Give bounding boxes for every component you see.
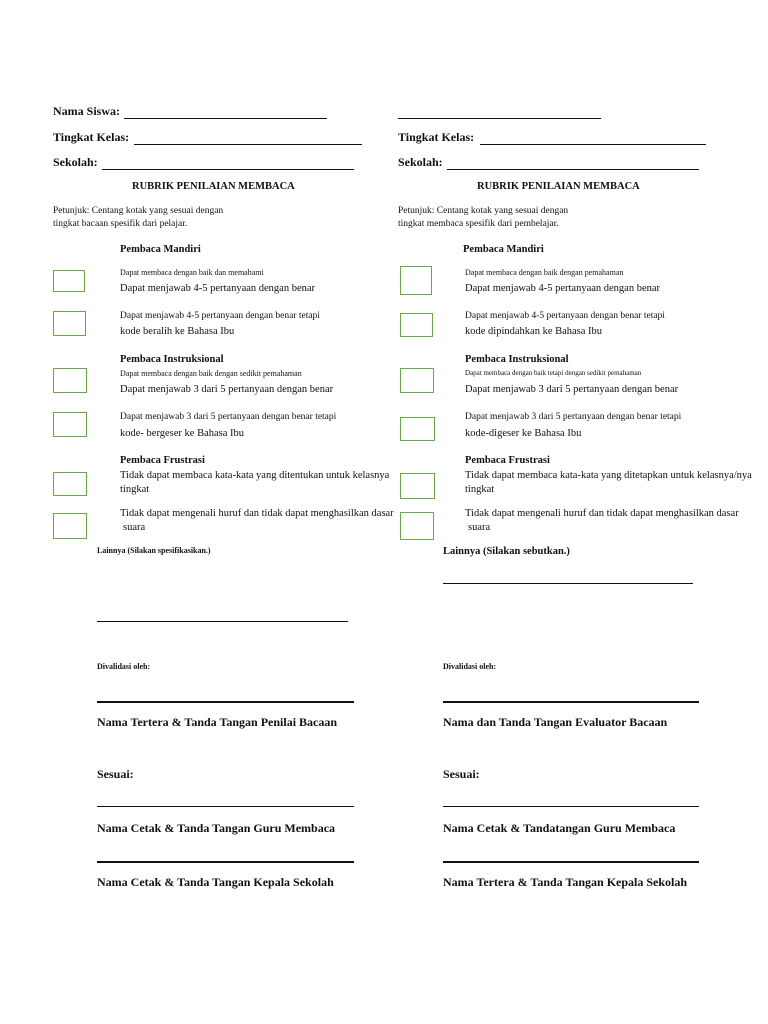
criterion-text: kode beralih ke Bahasa Ibu [120, 326, 235, 337]
signature-caption: Nama dan Tanda Tangan Evaluator Bacaan [443, 715, 668, 729]
checkbox[interactable] [53, 311, 86, 336]
student-name-field[interactable] [124, 118, 327, 119]
criterion-text: kode- bergeser ke Bahasa Ibu [120, 428, 245, 439]
checkbox[interactable] [53, 368, 87, 393]
checkbox[interactable] [400, 266, 432, 295]
student-name-label: Nama Siswa: [53, 104, 121, 118]
signature-line[interactable] [97, 701, 354, 703]
others-label: Lainnya (Silakan sebutkan.) [443, 546, 570, 557]
criterion-text: Dapat menjawab 3 dari 5 pertanyaan dengan benar tetapi [120, 412, 337, 422]
criterion-text: Dapat menjawab 3 dari 5 pertanyaan dengan benar [465, 384, 679, 395]
criterion-text: tingkat [120, 484, 150, 495]
others-field[interactable] [443, 583, 693, 584]
signature-line[interactable] [97, 861, 354, 863]
checkbox[interactable] [400, 473, 435, 499]
validated-label: Divalidasi oleh: [443, 662, 497, 671]
criterion-text: Dapat menjawab 4-5 pertanyaan dengan benar [465, 283, 661, 294]
criterion-text: Dapat membaca dengan baik dengan sedikit pemahaman [120, 369, 302, 378]
noted-label: Sesuai: [97, 767, 134, 781]
level-heading-instructional: Pembaca Instruksional [120, 354, 224, 365]
criterion-text: kode-digeser ke Bahasa Ibu [465, 428, 582, 439]
grade-label: Tingkat Kelas: [398, 130, 475, 144]
instruction-line: Petunjuk: Centang kotak yang sesuai dengan [53, 206, 224, 216]
signature-caption: Nama Tertera & Tanda Tangan Penilai Bacaan [97, 715, 338, 729]
criterion-text: Dapat menjawab 4-5 pertanyaan dengan benar tetapi [465, 311, 665, 321]
criterion-text: Dapat menjawab 3 dari 5 pertanyaan dengan benar tetapi [465, 412, 682, 422]
student-name-field[interactable] [398, 118, 601, 119]
instruction-line: tingkat membaca spesifik dari pembelajar. [398, 219, 559, 229]
school-field[interactable] [102, 169, 354, 170]
criterion-text: Dapat menjawab 4-5 pertanyaan dengan benar tetapi [120, 311, 320, 321]
school-label: Sekolah: [398, 155, 443, 169]
level-heading-frustration: Pembaca Frustrasi [120, 455, 205, 466]
criterion-text: Tidak dapat membaca kata-kata yang ditetapkan untuk kelasnya/nya [465, 470, 752, 481]
criterion-text: Dapat menjawab 4-5 pertanyaan dengan benar [120, 283, 316, 294]
signature-line[interactable] [97, 806, 354, 807]
rubric-title: RUBRIK PENILAIAN MEMBACA [132, 181, 295, 192]
checkbox[interactable] [53, 412, 87, 437]
criterion-text: Tidak dapat membaca kata-kata yang ditentukan untuk kelasnya [120, 470, 390, 481]
checkbox[interactable] [53, 513, 87, 539]
others-field[interactable] [97, 621, 348, 622]
signature-line[interactable] [443, 806, 699, 807]
grade-field[interactable] [134, 144, 362, 145]
signature-caption: Nama Cetak & Tanda Tangan Kepala Sekolah [97, 875, 334, 889]
signature-line[interactable] [443, 861, 699, 863]
checkbox[interactable] [400, 313, 433, 337]
others-label: Lainnya (Silakan spesifikasikan.) [97, 546, 211, 555]
level-heading-instructional: Pembaca Instruksional [465, 354, 569, 365]
school-label: Sekolah: [53, 155, 98, 169]
instruction-line: Petunjuk: Centang kotak yang sesuai dengan [398, 206, 569, 216]
criterion-text: tingkat [465, 484, 495, 495]
level-heading-independent: Pembaca Mandiri [463, 244, 544, 255]
signature-line[interactable] [443, 701, 699, 703]
grade-label: Tingkat Kelas: [53, 130, 130, 144]
criterion-text: suara [468, 522, 491, 533]
checkbox[interactable] [53, 270, 85, 292]
signature-caption: Nama Cetak & Tanda Tangan Guru Membaca [97, 821, 336, 835]
checkbox[interactable] [400, 368, 434, 393]
criterion-text: Tidak dapat mengenali huruf dan tidak dapat menghasilkan dasar [120, 508, 394, 519]
signature-caption: Nama Tertera & Tanda Tangan Kepala Sekolah [443, 875, 688, 889]
criterion-text: Dapat membaca dengan baik dengan pemahaman [465, 268, 624, 277]
instruction-line: tingkat bacaan spesifik dari pelajar. [53, 219, 188, 229]
school-field[interactable] [447, 169, 699, 170]
rubric-title: RUBRIK PENILAIAN MEMBACA [477, 181, 640, 192]
checkbox[interactable] [53, 472, 87, 496]
criterion-text: Dapat membaca dengan baik tetapi dengan sedikit pemahaman [465, 369, 642, 377]
criterion-text: Dapat menjawab 3 dari 5 pertanyaan dengan benar [120, 384, 334, 395]
signature-caption: Nama Cetak & Tandatangan Guru Membaca [443, 821, 676, 835]
criterion-text: suara [123, 522, 146, 533]
checkbox[interactable] [400, 417, 435, 441]
noted-label: Sesuai: [443, 767, 480, 781]
criterion-text: Tidak dapat mengenali huruf dan tidak dapat menghasilkan dasar [465, 508, 739, 519]
level-heading-frustration: Pembaca Frustrasi [465, 455, 550, 466]
validated-label: Divalidasi oleh: [97, 662, 151, 671]
grade-field[interactable] [480, 144, 706, 145]
level-heading-independent: Pembaca Mandiri [120, 244, 201, 255]
criterion-text: kode dipindahkan ke Bahasa Ibu [465, 326, 603, 337]
criterion-text: Dapat membaca dengan baik dan memahami [120, 268, 264, 277]
checkbox[interactable] [400, 512, 434, 540]
